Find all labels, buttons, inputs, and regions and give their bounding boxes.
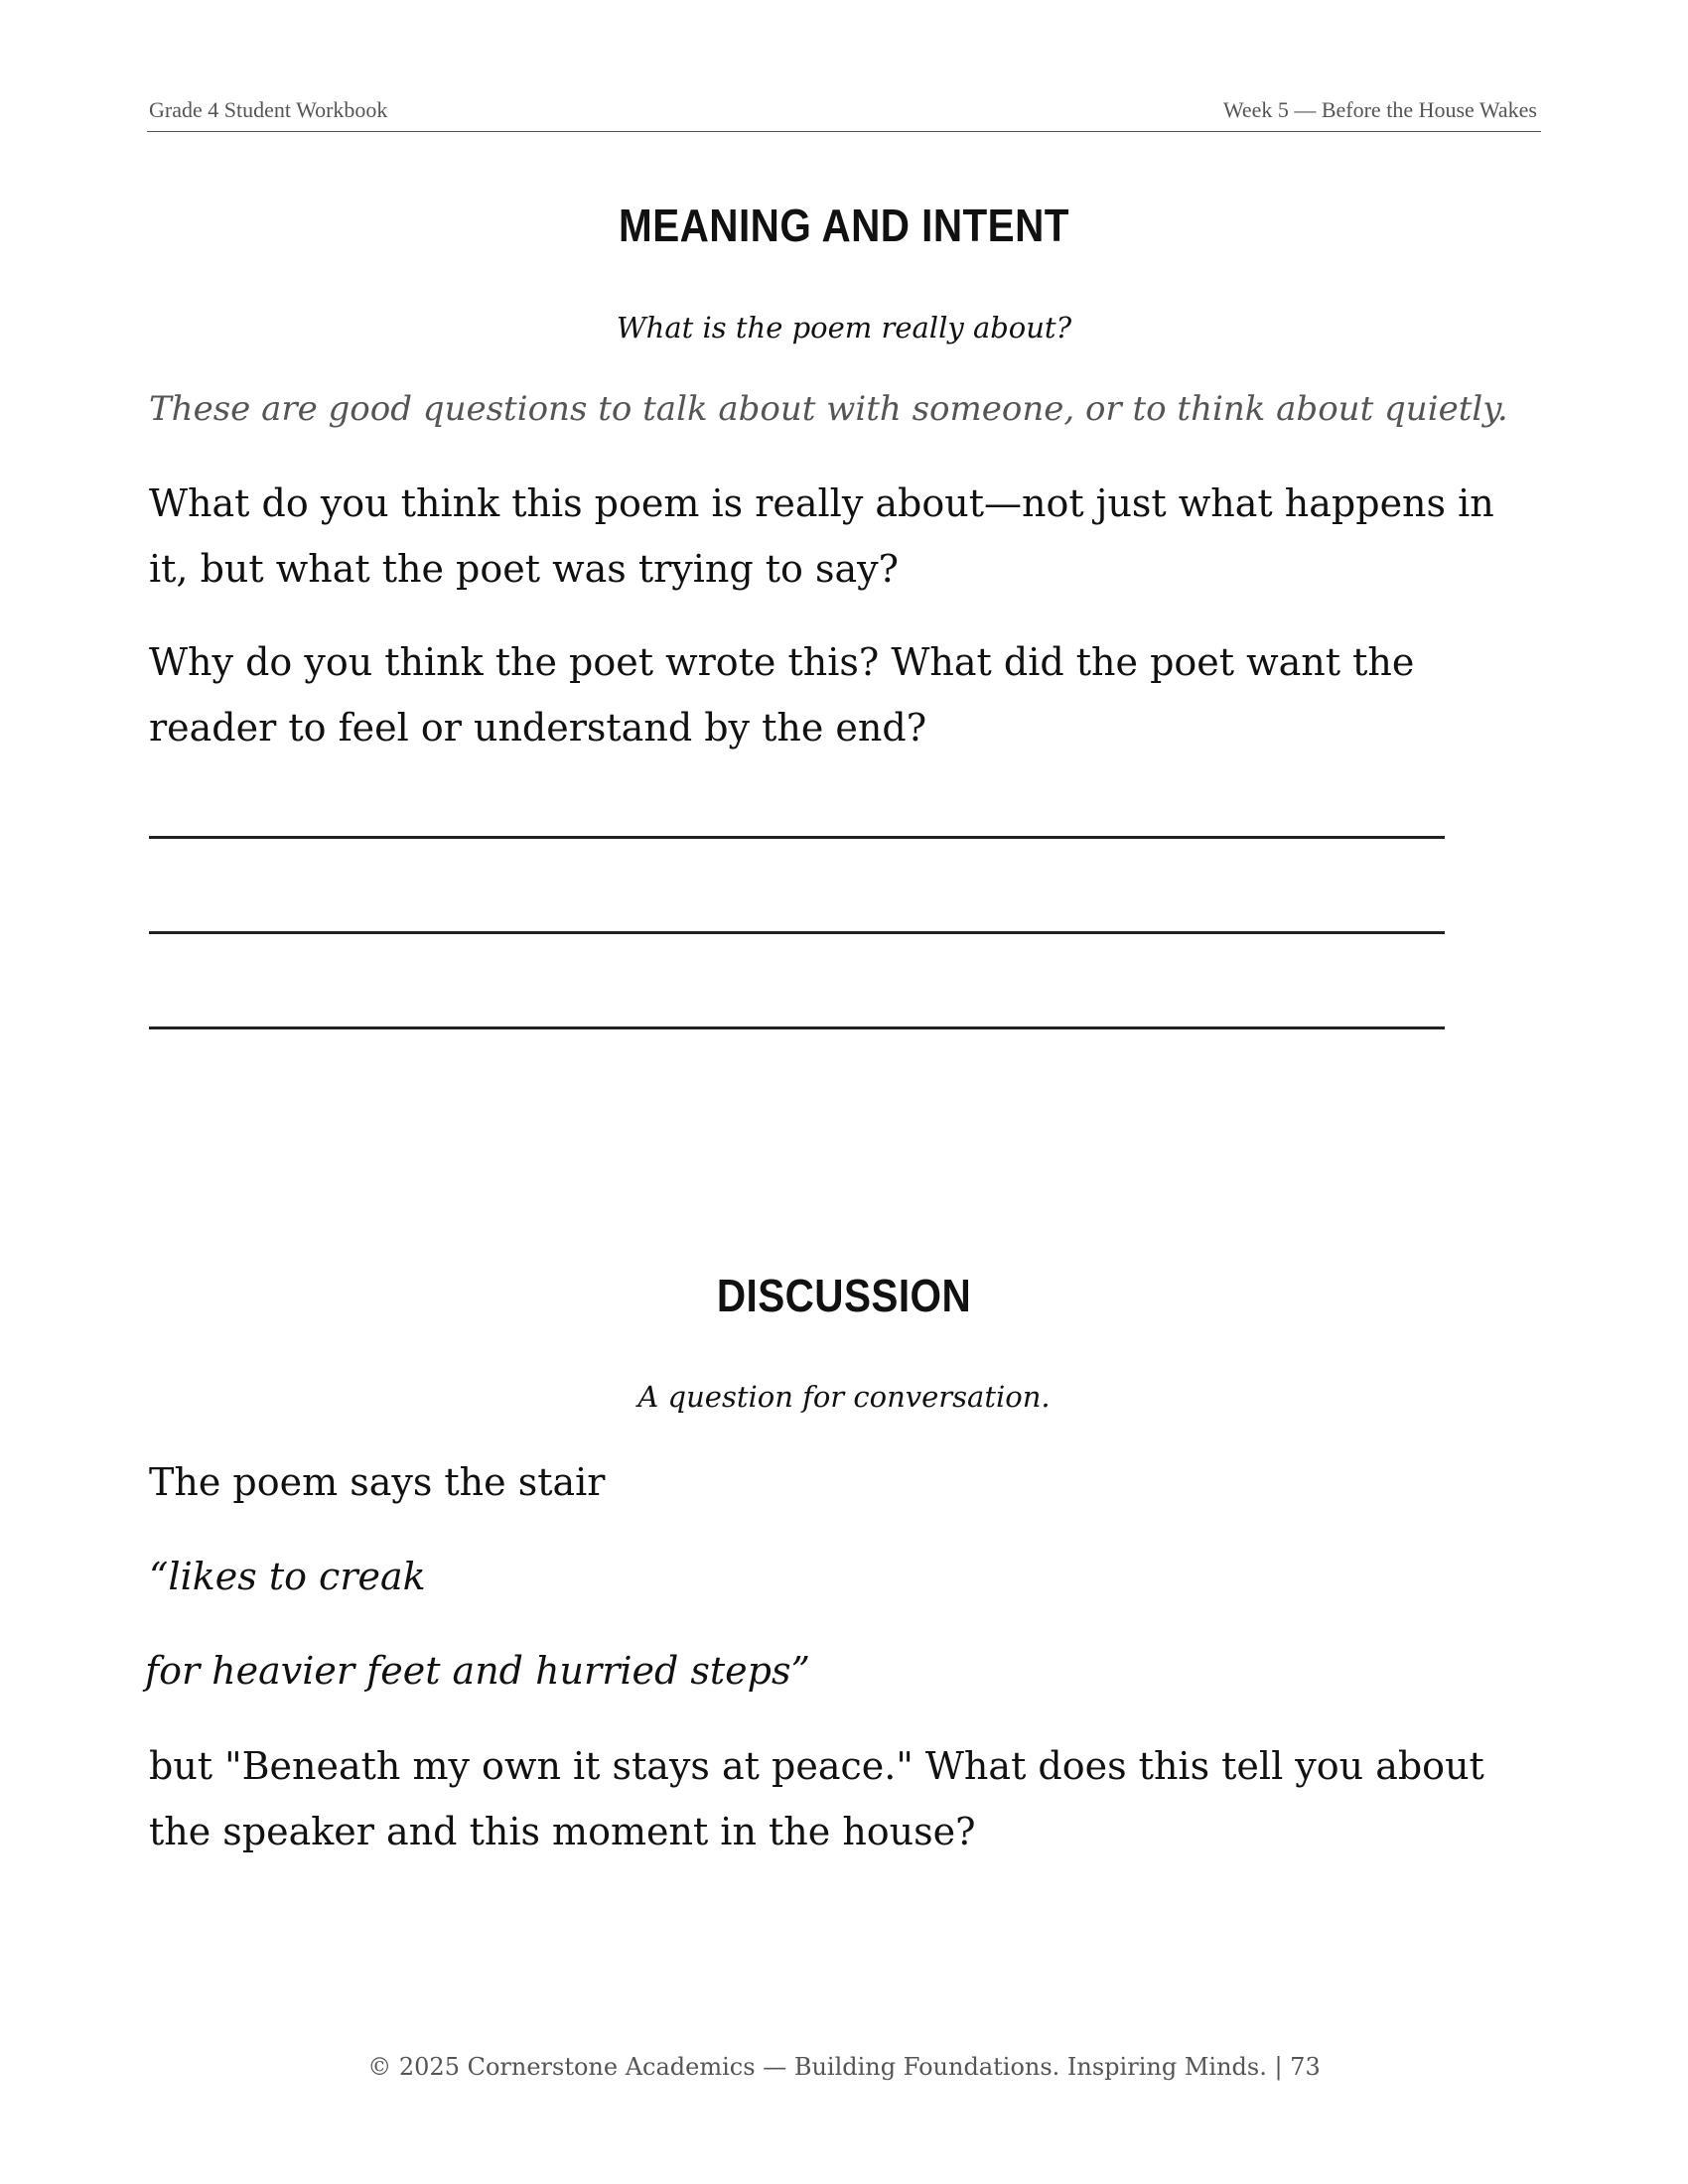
week-label: Week 5 — Before the House Wakes xyxy=(1222,97,1537,122)
discussion-question: but "Beneath my own it stays at peace." What does this tell you about the speaker and this moment in the house? xyxy=(149,1744,1484,1853)
answer-line-2[interactable] xyxy=(149,931,1445,934)
page-footer: © 2025 Cornerstone Academics — Building Foundations. Inspiring Minds. | 73 xyxy=(367,2053,1321,2081)
discussion-section-subtitle: A question for conversation. xyxy=(637,1380,1051,1414)
question-purpose: Why do you think the poet wrote this? What did the poet want the reader to feel or understand by the end? xyxy=(149,640,1415,750)
poem-quote-line-1: “likes to creak xyxy=(149,1555,426,1598)
running-header xyxy=(147,95,1541,132)
poem-quote-line-2: for heavier feet and hurried steps” xyxy=(145,1649,810,1693)
meaning-section-subtitle: What is the poem really about? xyxy=(616,311,1072,344)
workbook-label: Grade 4 Student Workbook xyxy=(149,97,388,122)
poem-intro: The poem says the stair xyxy=(149,1460,606,1504)
question-meaning: What do you think this poem is really about—not just what happens in it, but what the poet was trying to say? xyxy=(149,481,1494,591)
answer-line-3[interactable] xyxy=(149,1026,1445,1029)
discussion-section-title: DISCUSSION xyxy=(716,1270,972,1321)
discussion-note: These are good questions to talk about with someone, or to think about quietly. xyxy=(149,389,1508,429)
meaning-section-title: MEANING AND INTENT xyxy=(619,200,1069,251)
answer-line-1[interactable] xyxy=(149,836,1445,839)
